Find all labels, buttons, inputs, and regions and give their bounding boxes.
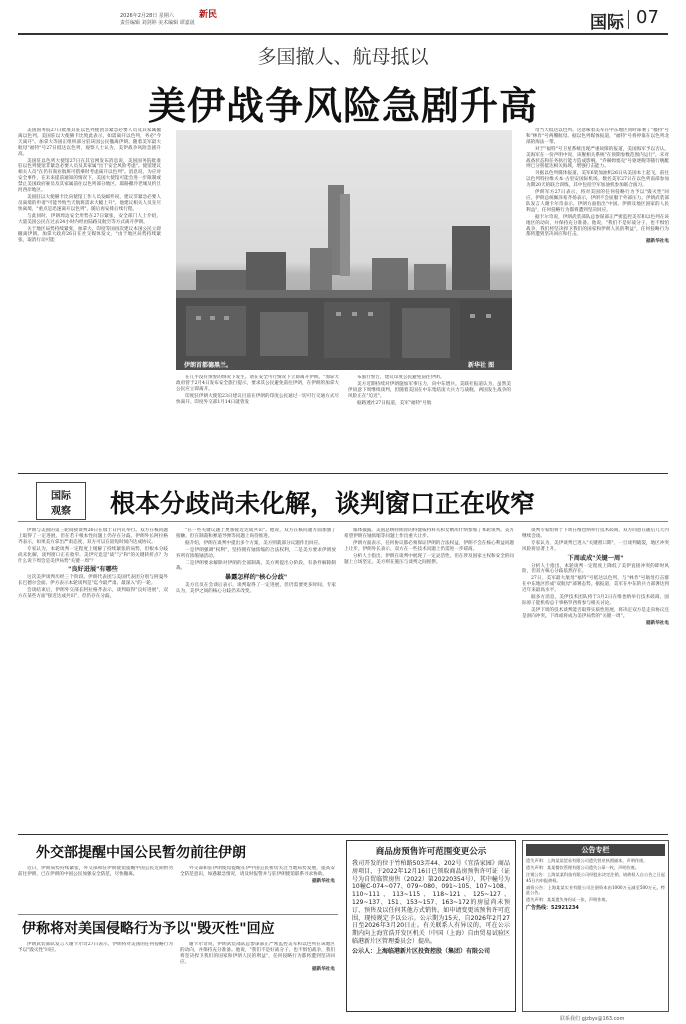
analysis-paragraph: 二是伊朗要求解除对伊朗的全部制裁，美方则提出分阶段、有条件解除制裁。 <box>176 560 336 572</box>
tehran-skyline-image <box>176 130 512 370</box>
footer-contact: 联系我们 gjzbys@163.com <box>560 1016 625 1022</box>
analysis-subhead: 暴露怎样的"核心分歧" <box>224 574 288 582</box>
story4-headline: 伊称将对美国侵略行为予以"毁灭性"回应 <box>22 921 275 937</box>
section-rule <box>18 914 338 915</box>
analysis-headline: 根本分歧尚未化解，谈判窗口正在收窄 <box>110 489 536 518</box>
lead-paragraph: 据卡尔奇说，伊朗武装部队总参谋部正严密监控美军和以色列在该地区的动向，并保持充分准备。他说，"我们不是好战分子，也不惧怕战争，我们将坚决捍卫我们的国家和伊朗人民的利益"，任何侵略行为都将遭到坚决回应和打击。 <box>526 214 669 238</box>
lead-paragraph: 在几乎没有预警的情况下发生。请在安全可行情况下立即离开伊朗。"加拿大政府曾于2月4日发布安全旅行提示，要求其公民避免前往伊朗，在伊朗的加拿大公民应立即离开。 <box>176 375 339 392</box>
newspaper-logo: 新民 <box>199 10 218 20</box>
story3-column-1 <box>18 866 173 910</box>
analysis-byline: 据新华社电 <box>646 620 669 626</box>
notice-box <box>346 840 516 1012</box>
notice-body: 我司开发的位于竹柏路503弄44、202号《宜浩家园》商品房项目，于2022年12月16日已领取商品房预售许可证（证号为自贸临管房售（2022）第20220354号），其中幢号为10幢C-074~077、079~080、091~105、107~108、110~111、113~115、118~121、125~127、129~137、151、153~157、163~172的房屋尚未预订、预售及以任何其他方式销售。如申请变更该预售许可范围，现按规定予以公示。公示期为15天，自2026年2月27日至2026年3月20日止。有关联系人有异议的，可在公示期内向上海宜浩开发区机关（中国（上海）自由贸易试验区临港新片区管理委员会）提出。 <box>352 860 510 945</box>
lead-column-4 <box>526 128 669 470</box>
lead-column-2 <box>176 375 339 470</box>
lead-headline: 美伊战争风险急剧升高 <box>147 84 538 128</box>
lead-paragraph: 关于地区局势持续紧张，加拿大、印度等国再次建议本国公民立即撤离伊朗。加拿大政府26日在社交媒体发文，"由于地区局势持续紧张，取消行动可能 <box>18 226 161 244</box>
analysis-column-2 <box>176 528 336 828</box>
analysis-paragraph: 会谈结束后，伊朗外交部长阿拉格齐表示，谈判取得"良好进展"，双方在某些方面"接近达成共识"，但仍存在分歧。 <box>18 588 168 600</box>
section-rule <box>18 473 668 474</box>
lead-paragraph: 对于"福特"号卫星系统出现严重故障的报道，美国海军予以否认。美海军在一份声明中说，该舰相关系统"在预期参数范围内运行"，未对战备状态和任务执行能力造成影响。"乔赫姆塞克"号驱逐舰等随行舰艇则已分别抵达相关海域，增强打击能力。 <box>526 146 669 170</box>
lead-byline: 据新华社电 <box>646 239 669 245</box>
lead-paragraph: 印度驻伊朗大使馆23日建议目前在伊朗的印度公民通过一切可行交通方式尽快离开。印度外交部1月14日就曾发 <box>176 393 339 405</box>
ads-item: 注销公告：上海某某科技有限公司经股东决定注销，请债权人自公告之日起45日内申报债权。 <box>526 872 665 883</box>
lead-paragraph: 母当天抵达以色列。这意味着美军在中东地区同时部署了"福特"号和"林肯"号两艘航母。据以色列媒体报道，"福特"号将停靠在以色列北部的海法一带。 <box>526 128 669 145</box>
analysis-paragraph: 这次美伊谈判历经三个阶段。伊朗代表团与美国代表团分别与阿曼外长巴德尔会面。伊方表示本轮谈判是"迄今最严肃、最深入"的一轮。 <box>18 575 168 587</box>
analysis-paragraph: "在一些关键议题上更加接近达成共识"。他说，双方在核问题方面加强了接触，但在制裁和弹道导弹等问题上尚待推进。 <box>176 528 336 539</box>
analysis-paragraph: 据多方消息，美伊技术团队将于3月2日在维也纳举行技术磋商，国际原子能机构总干事格罗西将参与相关讨论。 <box>522 595 669 606</box>
lead-paragraph: 美国驻以色列大使馆27日在其官网发布消息说，美国国务院批准驻以色列使馆非紧急必要人员及其家属"出于安全风险考虑"。使馆建议相关人员"在仍有商业航班可搭乘时考虑离开以色列"。消息说，为应对安全事件，在未来提前通知的情况下，美国大使馆可能会进一步限制或禁止美国政府雇员及其家属前往以色列部分地区、耶路撒冷老城及约旦河西岸地区。 <box>18 158 161 194</box>
lead-paragraph: 美国国务院27日批准其驻以色列使团非紧急必要人员及其家属撤离以色列。美国驻以大使赫卡比致此表示，如需离开以色列，务必"今天离开"。加拿大等国正组织部分驻该国公民撤离伊朗。随着美军最大航母"福特"号27日抵达以色列，观察人士认为，美伊战争风险急剧升高。 <box>18 128 161 157</box>
analysis-column-4 <box>522 528 669 828</box>
classified-ads <box>522 840 669 1012</box>
analysis-paragraph: 美伊下周的技术谈判能否取得实质性进展，将决定双方是走向协议还是滑向冲突。下周或将成为美伊局势的"关键一周"。 <box>522 607 669 619</box>
analysis-tag-line-2: 观察 <box>51 506 71 517</box>
lead-paragraph: 伊朗军方27日表示，将对美国的任何侵略行为予以"毁灭性"回应。伊朗总统佩泽希齐扬表示，伊朗不会屈服于外部压力。伊朗武装部队发言人谢卡尔奇表示，伊朗方面指出"中国、伊朗及地区国家的人民利益"，任何侵略行为都将遭到坚决回应。 <box>526 190 669 213</box>
lead-paragraph: 布旅行警告，建议印度公民避免前往伊朗。 <box>357 375 445 380</box>
analysis-title-rule <box>18 521 668 522</box>
analysis-paragraph: 27日，美军最大航母"福特"号抵达以色列，与"林肯"号航母打击群在中东地区形成"双航母"部署态势。据报道，美军在中东的兵力部署达到近年来最高水平。 <box>522 576 669 594</box>
analysis-paragraph: 伊朗方面表示，任何协议都必须保证伊朗的合法权益，伊朗不会在核心利益问题上让步。伊朗外长表示，双方在一些技术问题上仍需进一步磋商。 <box>344 540 514 552</box>
story4-column-2 <box>180 942 335 1014</box>
lead-paragraph: 美方近期持续对伊朗施加军事压力，向中东增兵。美联社报道认为，虽然美伊同意下周继续谈判，但随着美国在中东集结庞大兵力与战舰，两国发生战争的风险正在"迫近"。 <box>348 381 511 399</box>
analysis-column-1 <box>18 528 168 828</box>
analysis-column-3 <box>344 528 514 828</box>
notice-title: 商品房预售许可范围变更公示 <box>375 847 487 857</box>
masthead-date: 2026年2月28日 星期六 <box>120 13 174 19</box>
section-rule <box>18 834 668 835</box>
analysis-paragraph: 据介绍，伊朗在谈判中提出多个方案，美方则就部分议题作出回应。 <box>185 540 323 546</box>
story4-byline: 据新华社电 <box>312 966 335 972</box>
lead-column-1 <box>18 128 161 470</box>
story3-column-2 <box>180 866 335 910</box>
story3-byline: 据新华社电 <box>312 878 335 884</box>
ads-phone: 广告热线：52921234 <box>526 905 579 912</box>
masthead <box>0 0 686 34</box>
story4-paragraph: 谢卡尔奇说，伊朗武装部队总参谋部正严密监控美军和以色列在该地区的动向，并保持充分准备。他说，"我们不是好战分子，也不惧怕战争，我们将坚决捍卫我们的国家和伊朗人民的利益"，任何侵略行为都将遭到坚决回应。 <box>180 942 335 965</box>
ads-item: 遗失声明：上海某某贸易有限公司遗失营业执照副本，声明作废。 <box>526 858 648 863</box>
analysis-paragraph: 谈判专家组将于下周在维也纳举行技术磋商，双方同意在随后几天内继续会谈。 <box>522 528 669 539</box>
analysis-subhead: 下周或成"关键一周" <box>567 554 624 562</box>
masthead-editors: 责任编辑 刘剑婷 美术编辑 谭嘉晟 <box>120 20 195 26</box>
ads-item: 遗失声明：某某遗失身份证一张，声明作废。 <box>526 897 610 903</box>
photo-caption: 伊朗首都德黑兰。 <box>184 362 233 369</box>
lead-paragraph: 与此同时，伊朗周边安全形势在27日紧张，安全部门人士介绍，大量美国公民在过去24小时内经由陆路及航空等方式离开伊朗。 <box>18 213 161 225</box>
photo-credit: 新华社 图 <box>468 362 495 369</box>
notice-company: 公示人：上海临港新片区投资控股（集团）有限公司 <box>352 947 491 955</box>
lead-paragraph: 据路透社27日报道，美军"福特"号航 <box>357 400 432 406</box>
analysis-paragraph: 美方官员在会谈后表示，谈判取得了一定进展，但仍需要更多时间。专家认为，美伊之间的核心分歧仍未改变。 <box>176 583 336 595</box>
story3-paragraph: 近日，伊朗局势持续紧张，外交部和驻伊朗使馆提醒中国公民近期暂勿前往伊朗，已在伊朗的中国公民加强安全防范，尽快撤离。 <box>18 866 173 877</box>
lead-photo <box>176 130 512 370</box>
page-number: 07 <box>636 7 659 28</box>
lead-paragraph: 另据以色列媒体报道，美军6架加油机26日从美国本土起飞，前往以色列特拉维夫本·古里安国际机场。数名美军27日在以色列南部参加为期20天的联合训练，其中包括空军加油机参加联合演习。 <box>526 171 669 189</box>
story4-paragraph: 伊朗武装部队发言人谢卡尔奇27日表示，伊朗将对美国的任何侵略行为予以"毁灭性"回应。 <box>18 942 173 953</box>
analysis-paragraph: 伊朗与美国的第三轮间接谈判26日在瑞士日内瓦举行。双方在核问题上取得了一定进展，但在若干根本性问题上仍存在分歧。伊朗外长阿拉格齐表示，如果美方拿出严肃态度，双方可以在较短时间内达成协议。 <box>18 528 168 545</box>
ads-item: 减资公告：上海某某实业有限公司注册资本由1000万元减至500万元，特此公告。 <box>526 884 665 896</box>
masthead-rule <box>18 33 668 35</box>
ads-title: 公告专栏 <box>526 844 665 856</box>
ads-item: 遗失声明：某某餐饮管理有限公司遗失公章一枚，声明作废。 <box>526 865 640 871</box>
section-name: 国际 <box>590 13 624 33</box>
analysis-paragraph: 分析人士指出，伊朗在谈判中展现了一定灵活性，但在涉及国家主权和安全的问题上立场坚定。美方则在施压与谈判之间摇摆。 <box>344 553 514 565</box>
analysis-paragraph: 专家认为，美伊谈判已进入"关键窗口期"，一旦谈判破裂，地区冲突风险将显著上升。 <box>522 540 669 552</box>
lead-kicker: 多国撤人、航母抵以 <box>257 46 429 68</box>
analysis-paragraph: 媒体披露，美国总统特朗普的特使威特科夫和女婿库什纳参加了本轮谈判。美方希望伊朗在铀浓缩等问题上作出重大让步。 <box>344 528 514 539</box>
section-divider <box>628 10 629 29</box>
analysis-paragraph: 专家认为，本轮谈判一定程度上缓解了持续紧张的局势，但根本分歧尚未化解，谈判窗口正在收窄。美伊究竟是"战"与"和"的关键转折点？为什么说下周会是美伊局势"关键一周"？ <box>18 546 168 564</box>
lead-column-3 <box>348 375 511 470</box>
analysis-paragraph: 一是伊朗强调"权利"，坚持拥有铀浓缩的合法权利，二是美方要求伊朗放弃所有浓缩铀活动。 <box>176 547 336 559</box>
story4-column-1 <box>18 942 173 1014</box>
analysis-paragraph: 分析人士指出，本轮谈判一定程度上降低了美伊直接冲突的即时风险，但双方核心分歧依然存在。 <box>522 563 669 575</box>
lead-paragraph: 美国驻以大使赫卡比向使馆工作人员发邮件说，建议非紧急必要人员离境的申请"可能导致当天航班需求大幅上升"。他建议相关人员先尽快离境，"重点是迅速离开以色列"，随后再安排后续行程。 <box>18 194 161 212</box>
analysis-subhead: "良好进展"有哪些 <box>68 566 118 574</box>
story3-headline: 外交部提醒中国公民暂勿前往伊朗 <box>36 845 246 861</box>
analysis-tag-line-1: 国际 <box>51 491 71 502</box>
story3-paragraph: 外交部和驻伊朗使馆提醒在伊中国公民密切关注当地局势发展，提高安全防范意识，如遇紧急情况，请及时报警并与驻伊朗使馆联系寻求协助。 <box>180 866 335 877</box>
analysis-tag <box>36 482 86 520</box>
